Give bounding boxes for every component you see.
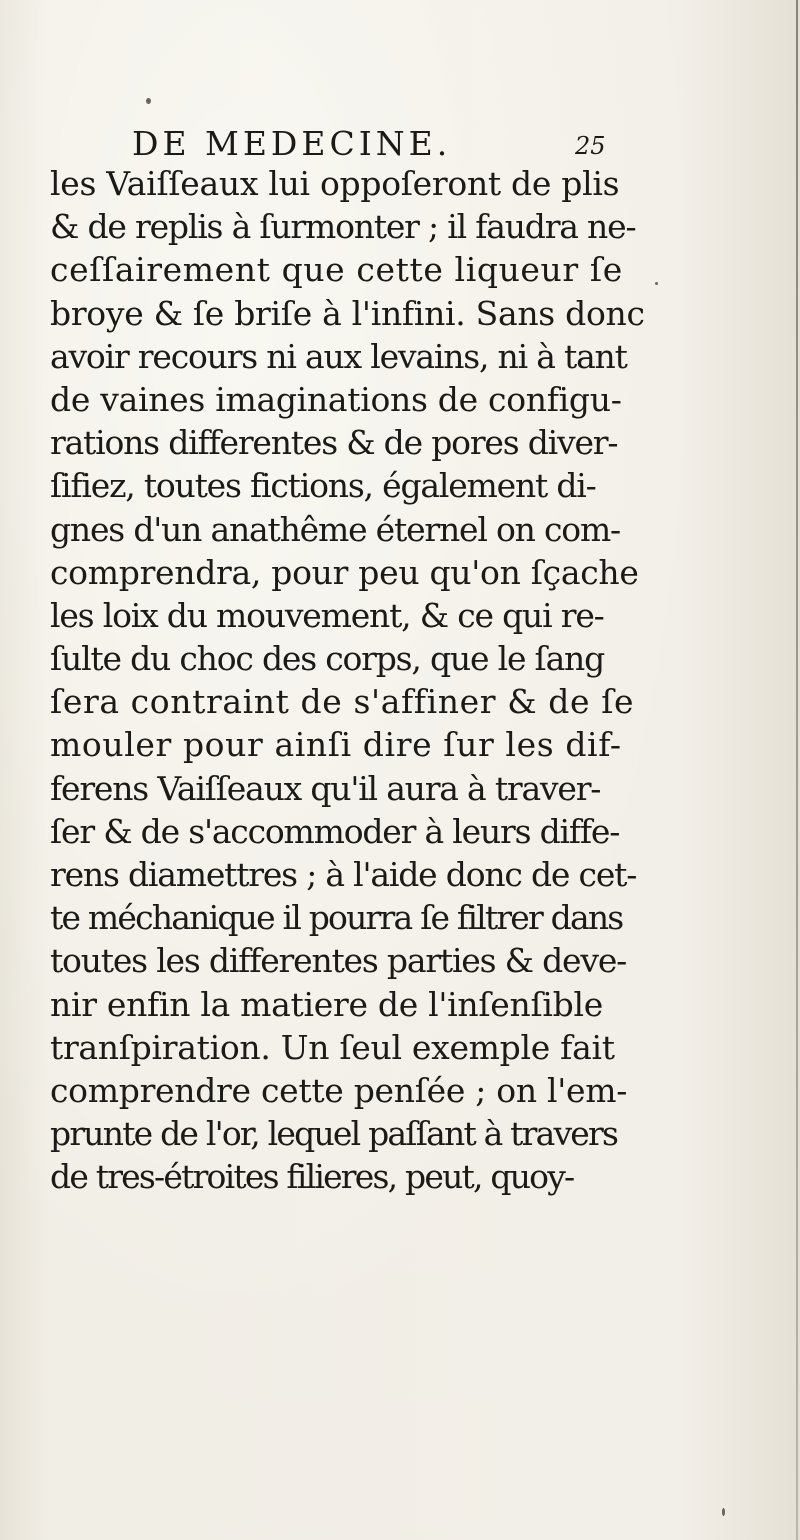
text-line: avoir recours ni aux levains, ni à tant <box>50 336 627 376</box>
text-line: toutes les differentes parties & deve- <box>50 941 627 981</box>
text-line: ſulte du choc des corps, que le ſang <box>50 639 605 679</box>
body-text <box>50 162 645 1199</box>
text-line: les loix du mouvement, & ce qui re- <box>50 595 604 635</box>
text-line: te méchanique il pourra ſe filtrer dans <box>50 898 623 938</box>
ink-speck <box>146 98 151 104</box>
text-line: rens diamettres ; à l'aide donc de cet- <box>50 855 637 894</box>
text-line: nir enfin la matiere de l'inſenſible <box>50 984 603 1024</box>
text-line: & de replis à ſurmonter ; il faudra ne- <box>50 207 636 247</box>
text-line: gnes d'un anathême éternel on com- <box>50 509 621 549</box>
ink-speck <box>655 282 658 285</box>
text-line: tranſpiration. Un ſeul exemple fait <box>50 1027 615 1067</box>
text-line: rations differentes & de pores diver- <box>50 423 618 463</box>
ink-speck <box>722 1508 725 1516</box>
page-number: 25 <box>575 132 606 160</box>
text-line: les Vaiſſeaux lui oppoſeront de plis <box>50 164 620 203</box>
text-line: de tres-étroites filieres, peut, quoy- <box>50 1157 574 1197</box>
text-line: ſifiez, toutes fictions, également di- <box>50 466 596 506</box>
text-line: ſer & de s'accommoder à leurs diffe- <box>50 811 620 851</box>
text-line: mouler pour ainſi dire ſur les dif- <box>50 725 622 765</box>
text-line: ferens Vaiſſeaux qu'il aura à traver- <box>50 768 601 808</box>
text-line: ſera contraint de s'affiner & de ſe <box>50 682 635 722</box>
text-line: comprendra, pour peu qu'on ſçache <box>50 552 639 592</box>
page-edge <box>796 0 798 1540</box>
text-line: ceſſairement que cette liqueur ſe <box>50 250 623 290</box>
text-line: prunte de l'or, lequel paſſant à travers <box>50 1114 618 1154</box>
text-line: de vaines imaginations de configu- <box>50 379 622 419</box>
text-line: broye & ſe briſe à l'infini. Sans donc <box>50 293 645 333</box>
text-line: comprendre cette penſée ; on l'em- <box>50 1070 628 1110</box>
running-head: DE MEDECINE. <box>132 124 452 163</box>
